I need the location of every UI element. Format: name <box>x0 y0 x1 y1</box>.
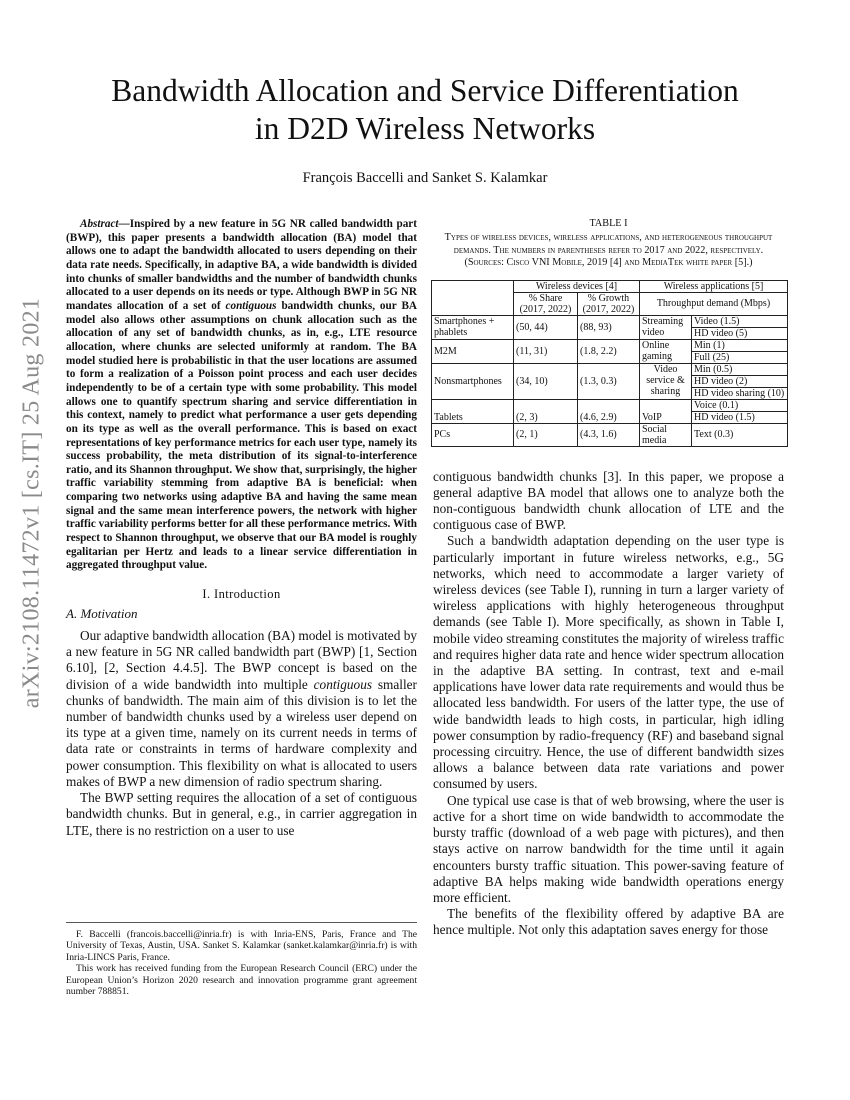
table-growth-cell: (1.8, 2.2) <box>578 339 640 363</box>
table-demand-cell: HD video sharing (10) <box>692 387 788 399</box>
table-demand-cell: HD video (1.5) <box>692 411 788 423</box>
right-column <box>433 218 784 939</box>
paragraph: The BWP setting requires the allocation of a set of contiguous bandwidth chunks. But in general, e.g., in carrier aggregation in LTE, there is no restriction on a user to use <box>66 790 417 838</box>
footnote-affiliation: F. Baccelli (francois.baccelli@inria.fr) is with Inria-ENS, Paris, France and The University of Texas, Austin, USA. Sanket S. Kalamkar (sanket.kalamkar@inria.fr) is with Inria-LINCS Paris, France. <box>66 929 417 963</box>
table-demand-cell: Video (1.5) <box>692 315 788 327</box>
paragraph: One typical use case is that of web browsing, where the user is active for a short time on wide bandwidth to accommodate the bursty traffic (download of a web page with pictures), and then stays active on narrow bandwidth for the time until it again encounters bursty traffic situation. This power-saving feature of adaptive BA helps making wide bandwidth operations energy more efficient. <box>433 792 784 905</box>
left-body <box>66 628 417 839</box>
para-text: Our adaptive bandwidth allocation (BA) model is motivated by a new feature in 5G NR called bandwidth part (BWP) [1, Section 6.10], [2, Section 4.4.5]. The BWP concept is based on the division of a wide bandwidth into multiple <box>66 628 417 692</box>
table-device-name: Smartphones + phablets <box>432 315 514 339</box>
table-share-cell: (2, 3) <box>514 399 578 423</box>
abstract-text-2: bandwidth chunks, our BA model also allows other assumptions on chunk allocation such as the allocation of any set of bandwidth chunks, as in, e.g., LTE resource allocation, where chunks are selected uniformly at random. The BA model studied here is probabilistic in that the user locations are assumed to form a realization of a Poisson point process and each user decides independently to be of a certain type with some probability. This model allows one to quantify spectrum sharing and service differentiation in this context, namely to predict what performance a user gets depending on its type as well as the overall performance. This is based on exact representations of key performance metrics for each user type, namely its success probability, the meta distribution of its signal-to-interference ratio, and its Shannon throughput. We show that, surprisingly, the higher traffic variability stemming from adaptive BA is beneficial: when comparing two networks using adaptive BA and having the same mean signal and the same mean interference powers, the network with higher traffic variability performs better for all these performance metrics. With respect to Shannon throughput, we observe that our BA model is roughly egalitarian per Hertz and leads to a linear service differentiation in aggregated throughput value. <box>66 299 417 572</box>
right-body <box>433 469 784 939</box>
table-head-demand: Throughput demand (Mbps) <box>640 292 788 315</box>
paragraph: The benefits of the flexibility offered by adaptive BA are hence multiple. Not only this adaptation saves energy for those <box>433 906 784 938</box>
table-demand-cell: Min (0.5) <box>692 363 788 375</box>
table-head-share: % Share (2017, 2022) <box>514 292 578 315</box>
para-text: smaller chunks of bandwidth. The main aim of this division is to let the number of bandwidth chunks used by a wireless user depend on its type at a given time, namely on its current needs in terms of data rate or constraints in terms of hardware complexity and power consumption. This flexibility on what is allocated to users makes of BWP a new dimension of radio spectrum sharing. <box>66 676 417 789</box>
title-line-2: in D2D Wireless Networks <box>254 111 596 146</box>
abstract-emphasis: contiguous <box>225 299 277 312</box>
table-caption <box>433 218 784 270</box>
abstract-text-1: —Inspired by a new feature in 5G NR called bandwidth part (BWP), this paper presents a bandwidth allocation (BA) model that allows one to adapt the bandwidth allocated to users depending on their data rate needs. Specifically, in adaptive BA, a wide bandwidth is divided into chunks of smaller bandwidths and the number of bandwidth chunks allocated to a user depends on its needs or type. Although BWP in 5G NR mandates allocation of a set of <box>66 218 417 312</box>
subsection-heading-motivation: A. Motivation <box>66 606 138 622</box>
table-demand-cell: Min (1) <box>692 339 788 351</box>
footnote-funding: This work has received funding from the European Research Council (ERC) under the European Union’s Horizon 2020 research and innovation programme grant agreement number 788851. <box>66 963 417 998</box>
paper-title <box>60 72 790 148</box>
table-app-name: Streaming video <box>640 315 692 339</box>
table-share-cell: (2, 1) <box>514 423 578 446</box>
abstract <box>66 218 417 573</box>
arxiv-identifier-text: arXiv:2108.11472v1 [cs.IT] 25 Aug 2021 <box>18 297 45 709</box>
table-demand-cell: Voice (0.1) <box>692 399 788 411</box>
left-column <box>66 218 417 839</box>
table-share-cell: (34, 10) <box>514 363 578 399</box>
table-growth-cell: (88, 93) <box>578 315 640 339</box>
table-devices-applications <box>431 280 788 447</box>
table-app-name: VoIP <box>640 399 692 423</box>
table-demand-cell: HD video (5) <box>692 327 788 339</box>
table-share-cell: (11, 31) <box>514 339 578 363</box>
footnotes <box>66 922 417 997</box>
table-device-name: M2M <box>432 339 514 363</box>
table-growth-cell: (4.6, 2.9) <box>578 399 640 423</box>
table-demand-cell: Text (0.3) <box>692 423 788 446</box>
table-device-name: Tablets <box>432 399 514 423</box>
paragraph <box>66 628 417 790</box>
table-demand-cell: HD video (2) <box>692 375 788 387</box>
table-device-name: Nonsmartphones <box>432 363 514 399</box>
table-head-applications: Wireless applications [5] <box>640 280 788 292</box>
paragraph: Such a bandwidth adaptation depending on the user type is particularly important in future wireless networks, e.g., 5G networks, which need to accommodate a larger variety of wireless devices (see Table I), running in turn a larger variety of wireless applications with highly heterogeneous throughput demands (see Table I). More specifically, as shown in Table I, mobile video streaming constitutes the majority of wireless traffic and requires higher data rate and hence wider spectrum allocation in the adaptive BA setting. In contrast, text and e-mail applications have lower data rate requirements and would thus be allocated less bandwidth. For users of the latter type, the use of wide bandwidth leads to high costs, in particular, high idling power consumption by radio-frequency (RF) and baseband signal processing circuitry. Hence, the use of different bandwidth sizes allows a balance between data rate variations and power consumed by users. <box>433 533 784 792</box>
table-app-name: Video service & sharing <box>640 363 692 399</box>
table-device-name: PCs <box>432 423 514 446</box>
table-caption-text: Types of wireless devices, wireless applications, and heterogeneous throughput demands. The numbers in parentheses refer to 2017 and 2022, respectively. (Sources: Cisco VNI Mobile, 2019 [4] and MediaTek white paper [5].) <box>444 232 773 269</box>
title-line-1: Bandwidth Allocation and Service Differentiation <box>111 73 739 108</box>
section-heading-introduction: I. Introduction <box>202 587 281 602</box>
table-share-cell: (50, 44) <box>514 315 578 339</box>
table-head-devices: Wireless devices [4] <box>514 280 640 292</box>
table-demand-cell: Full (25) <box>692 351 788 363</box>
table-corner-cell <box>432 280 514 315</box>
table-app-name: Social media <box>640 423 692 446</box>
table-growth-cell: (4.3, 1.6) <box>578 423 640 446</box>
table-app-name: Online gaming <box>640 339 692 363</box>
table-head-growth: % Growth (2017, 2022) <box>578 292 640 315</box>
table-number: TABLE I <box>589 218 628 229</box>
abstract-lead: Abstract <box>80 218 119 230</box>
arxiv-identifier <box>8 268 56 738</box>
table-growth-cell: (1.3, 0.3) <box>578 363 640 399</box>
para-emphasis: contiguous <box>313 676 373 692</box>
paragraph: contiguous bandwidth chunks [3]. In this paper, we propose a general adaptive BA model that allows one to analyze both the non-contiguous bandwidth chunk allocation of LTE and the contiguous case of BWP. <box>433 468 784 533</box>
authors: François Baccelli and Sanket S. Kalamkar <box>302 170 548 186</box>
